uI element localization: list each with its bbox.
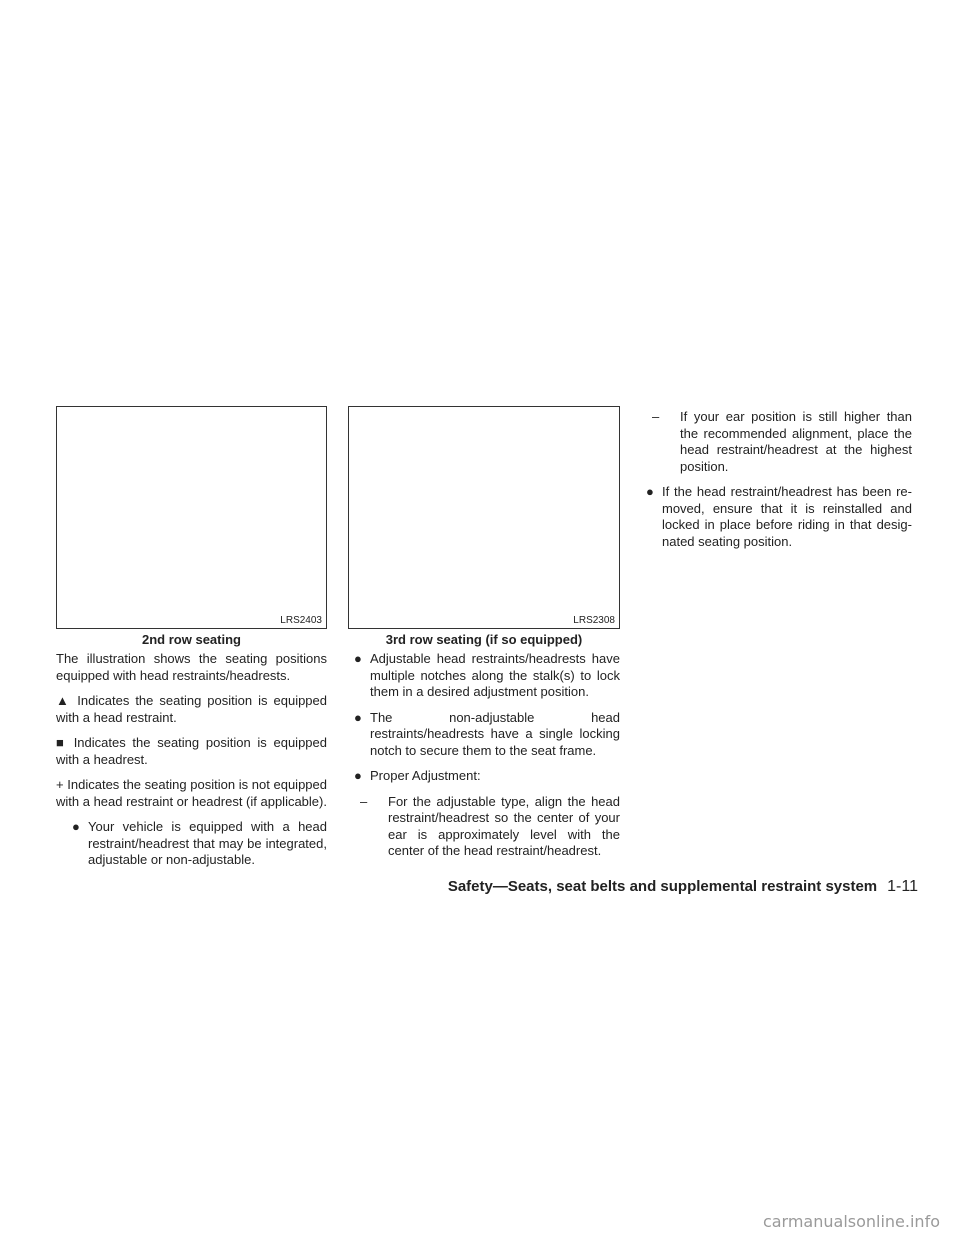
section-title: Safety—Seats, seat belts and supplemental restraint system [447,878,878,895]
figure-code: LRS2308 [573,615,615,626]
watermark: carmanualsonline.info [762,1212,940,1231]
legend-item: + Indicates the seating position is not equipped with a head restraint or headrest (if applicable). [56,777,327,809]
sub-list-item: – For the adjustable type, align the head restraint/headrest so the center of your ear is approximately level with the center of the head restraint/headrest. [360,793,620,858]
bullet-icon: ● [354,709,362,725]
list-item: ● Proper Adjustment: [354,768,481,783]
list-item: ● Your vehicle is equipped with a head restraint/headrest that may be integrated, adjustable or non-adjustable. [72,819,327,867]
plus-icon: + [56,777,64,792]
list-item: ● Adjustable head restraints/headrests have multiple notches along the stalk(s) to lock them in a desired adjustment position. [354,651,620,699]
legend-item: ▲ Indicates the seating position is equipped with a head restraint. [56,693,328,725]
column-1 [56,651,327,878]
square-icon: ■ [56,735,67,750]
column-2 [348,651,620,869]
bullet-icon: ● [72,819,80,834]
page-footer [0,878,918,896]
figure-3rd-row [348,406,620,629]
bullet-icon: ● [354,651,362,666]
page-number: 1-11 [887,878,918,895]
figure-caption: 2nd row seating [142,632,241,647]
list-item: ● If the head restraint/headrest has been re-moved, ensure that it is reinstalled and locked in place before riding in that desig-nated seating position. [646,484,912,549]
bullet-icon: ● [354,768,362,783]
bullet-icon: ● [646,484,654,499]
column-3 [640,409,912,559]
figure-caption: 3rd row seating (if so equipped) [385,632,583,647]
triangle-icon: ▲ [56,693,72,708]
list-item: ● The non-adjustable head restraints/headrests have a single locking notch to secure them to the seat frame. [354,709,620,758]
dash-icon: – [360,793,368,809]
dash-icon: – [652,409,660,424]
figure-2nd-row [56,406,327,629]
sub-list-item: – If your ear position is still higher than the recommended alignment, place the head restraint/headrest at the highest position. [652,409,912,474]
intro-paragraph: The illustration shows the seating positions equipped with head restraints/headrests. [56,651,327,683]
figure-code: LRS2403 [280,615,322,626]
legend-item: ■ Indicates the seating position is equipped with a headrest. [56,735,327,767]
